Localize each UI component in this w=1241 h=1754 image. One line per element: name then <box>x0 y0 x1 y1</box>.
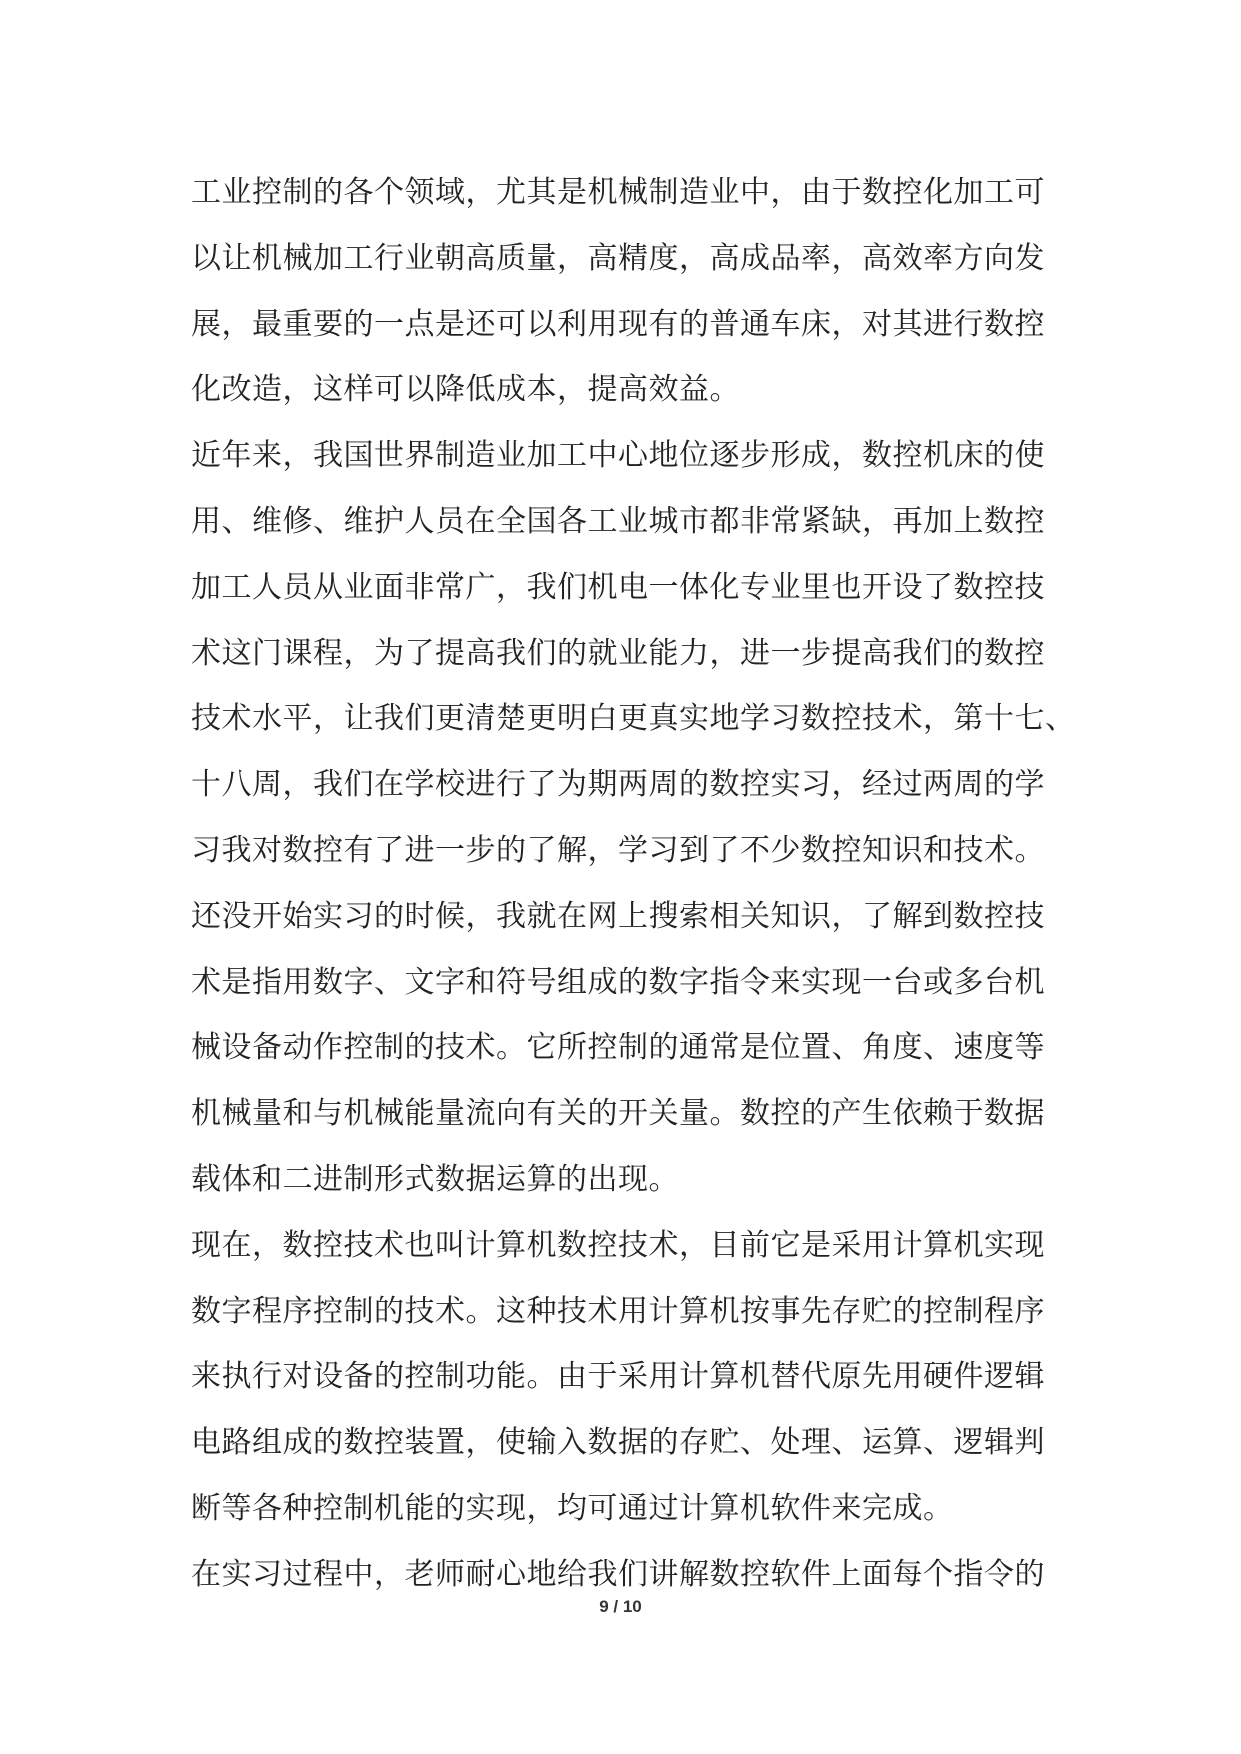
text-line: 还没开始实习的时候，我就在网上搜索相关知识，了解到数控技 <box>191 898 1045 934</box>
text-line: 展，最重要的一点是还可以利用现有的普通车床，对其进行数控 <box>191 306 1045 342</box>
text-line: 机械量和与机械能量流向有关的开关量。数控的产生依赖于数据 <box>191 1096 1045 1132</box>
text-line: 术这门课程，为了提高我们的就业能力，进一步提高我们的数控 <box>191 635 1045 671</box>
text-line: 以让机械加工行业朝高质量，高精度，高成品率，高效率方向发 <box>191 240 1045 276</box>
body-text <box>191 160 1076 1608</box>
text-line: 化改造，这样可以降低成本，提高效益。 <box>191 372 740 408</box>
text-line: 工业控制的各个领域，尤其是机械制造业中，由于数控化加工可 <box>191 175 1045 210</box>
page-number: 9 / 10 <box>599 1597 642 1616</box>
text-line: 加工人员从业面非常广，我们机电一体化专业里也开设了数控技 <box>191 569 1045 605</box>
text-line: 技术水平，让我们更清楚更明白更真实地学习数控技术，第十七、 <box>191 701 1076 737</box>
text-line: 术是指用数字、文字和符号组成的数字指令来实现一台或多台机 <box>191 964 1045 1000</box>
text-line: 数字程序控制的技术。这种技术用计算机按事先存贮的控制程序 <box>191 1293 1045 1329</box>
text-line: 现在，数控技术也叫计算机数控技术，目前它是采用计算机实现 <box>191 1227 1045 1263</box>
text-line: 近年来，我国世界制造业加工中心地位逐步形成，数控机床的使 <box>191 438 1045 474</box>
text-line: 在实习过程中，老师耐心地给我们讲解数控软件上面每个指令的 <box>191 1556 1045 1592</box>
text-line: 械设备动作控制的技术。它所控制的通常是位置、角度、速度等 <box>191 1030 1045 1066</box>
text-line: 载体和二进制形式数据运算的出现。 <box>191 1161 679 1197</box>
text-line: 十八周，我们在学校进行了为期两周的数控实习，经过两周的学 <box>191 767 1045 803</box>
text-line: 习我对数控有了进一步的了解，学习到了不少数控知识和技术。 <box>191 832 1045 868</box>
text-line: 来执行对设备的控制功能。由于采用计算机替代原先用硬件逻辑 <box>191 1359 1045 1395</box>
text-line: 电路组成的数控装置，使输入数据的存贮、处理、运算、逻辑判 <box>191 1425 1045 1461</box>
text-line: 用、维修、维护人员在全国各工业城市都非常紧缺，再加上数控 <box>191 503 1045 539</box>
text-line: 断等各种控制机能的实现，均可通过计算机软件来完成。 <box>191 1490 954 1526</box>
